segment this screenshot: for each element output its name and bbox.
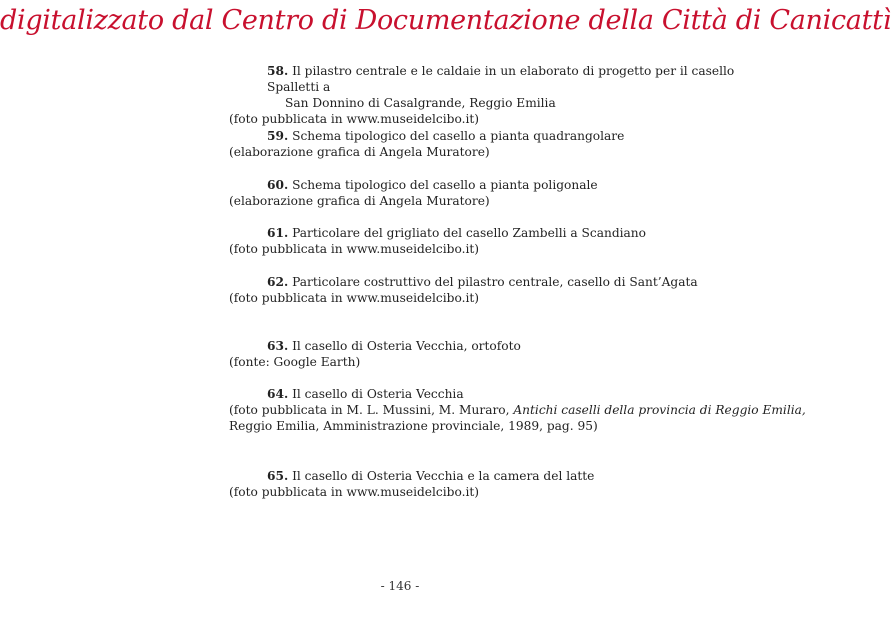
caption-source: (elaborazione grafica di Angela Muratore)	[229, 145, 490, 159]
caption-text: Il casello di Osteria Vecchia, ortofoto	[292, 339, 521, 353]
caption-number: 58.	[267, 64, 289, 78]
caption-text-continuation: San Donnino di Casalgrande, Reggio Emilia	[285, 96, 556, 110]
caption-text: Particolare costruttivo del pilastro centrale, casello di Sant’Agata	[292, 275, 698, 289]
caption-source	[229, 402, 806, 418]
caption-60	[229, 177, 598, 209]
caption-source: (fonte: Google Earth)	[229, 355, 361, 369]
caption-number: 65.	[267, 469, 289, 483]
caption-61	[229, 225, 646, 257]
caption-58	[229, 63, 769, 127]
caption-source-book-title: Antichi caselli della provincia di Reggio Emilia,	[513, 403, 806, 417]
caption-source: (foto pubblicata in www.museidelcibo.it)	[229, 291, 479, 305]
caption-number: 63.	[267, 339, 289, 353]
caption-text: Schema tipologico del casello a pianta quadrangolare	[292, 129, 625, 143]
caption-65	[229, 468, 594, 500]
caption-text: Particolare del grigliato del casello Zambelli a Scandiano	[292, 226, 646, 240]
caption-number: 60.	[267, 178, 289, 192]
caption-text: Il casello di Osteria Vecchia	[292, 387, 464, 401]
caption-source: (elaborazione grafica di Angela Muratore)	[229, 194, 490, 208]
caption-64	[229, 386, 806, 434]
caption-text: Il pilastro centrale e le caldaie in un elaborato di progetto per il casello Spalletti a	[267, 64, 735, 94]
page-number: - 146 -	[380, 579, 420, 593]
digitization-watermark: digitalizzato dal Centro di Documentazione della Città di Canicattì	[0, 5, 891, 36]
caption-63	[229, 338, 521, 370]
caption-number: 62.	[267, 275, 289, 289]
caption-62	[229, 274, 698, 306]
caption-text: Schema tipologico del casello a pianta poligonale	[292, 178, 598, 192]
caption-source: (foto pubblicata in www.museidelcibo.it)	[229, 485, 479, 499]
caption-number: 59.	[267, 129, 289, 143]
caption-source-continuation: Reggio Emilia, Amministrazione provinciale, 1989, pag. 95)	[229, 419, 598, 433]
caption-source-prefix: (foto pubblicata in M. L. Mussini, M. Muraro,	[229, 403, 514, 417]
caption-source: (foto pubblicata in www.museidelcibo.it)	[229, 242, 479, 256]
caption-number: 61.	[267, 226, 289, 240]
caption-source: (foto pubblicata in www.museidelcibo.it)	[229, 112, 479, 126]
caption-text: Il casello di Osteria Vecchia e la camera del latte	[292, 469, 595, 483]
caption-59	[229, 128, 624, 160]
caption-number: 64.	[267, 387, 289, 401]
